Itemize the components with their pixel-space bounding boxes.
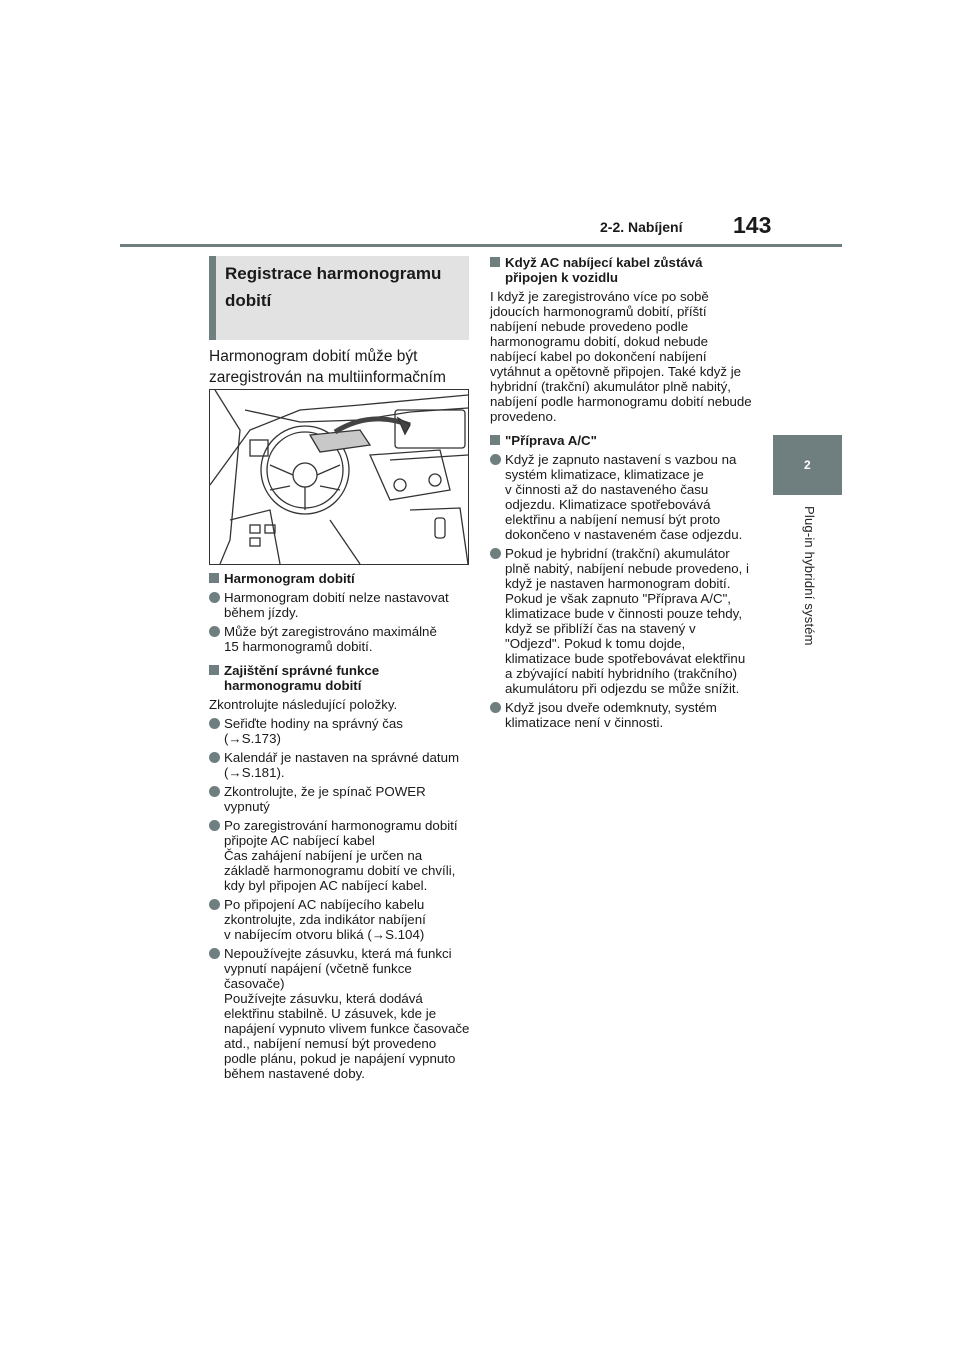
square-bullet-icon bbox=[209, 573, 219, 583]
list-item: Harmonogram dobití nelze nastavovat během jízdy. bbox=[209, 590, 471, 620]
section-heading-bar bbox=[209, 256, 216, 340]
square-bullet-icon bbox=[490, 435, 500, 445]
square-bullet-icon bbox=[490, 257, 500, 267]
circle-bullet-icon bbox=[209, 786, 220, 797]
list-item: Nepoužívejte zásuvku, která má funkci vypnutí napájení (včetně funkce časovače) Používejte zásuvku, která dodává elektřinu stabilně. U zásuvek, kde je napájení vypnuto vlivem funkce časovače atd., nabíjení nemusí být provedeno podle plánu, pokud je napájení vypnuto během nastavené doby. bbox=[209, 946, 471, 1081]
right-column bbox=[490, 255, 752, 734]
section-heading: Registrace harmonogramu dobití bbox=[225, 264, 442, 310]
list-item: Seřiďte hodiny na správný čas (→S.173) bbox=[209, 716, 471, 746]
subheading: "Příprava A/C" bbox=[490, 433, 752, 448]
list-item: Kalendář je nastaven na správné datum (→S.181). bbox=[209, 750, 471, 780]
dashboard-illustration-icon bbox=[210, 390, 468, 564]
circle-bullet-icon bbox=[209, 592, 220, 603]
list-item: Pokud je hybridní (trakční) akumulátor plně nabitý, nabíjení nebude provedeno, i když je nastaven harmonogram dobití. Pokud je však zapnuto "Příprava A/C", klimatizace bude v činnosti pouze tehdy, když se přiblíží čas na stavený v "Odjezd". Pokud k tomu dojde, klimatizace bude spotřebovávat elektřinu a zbývající nabití hybridního (trakčního) akumulátoru při odjezdu se může snížit. bbox=[490, 546, 752, 696]
circle-bullet-icon bbox=[209, 718, 220, 729]
subheading: Harmonogram dobití bbox=[209, 571, 471, 586]
section-heading-box bbox=[209, 256, 469, 340]
square-bullet-icon bbox=[209, 665, 219, 675]
list-item: Může být zaregistrováno maximálně 15 harmonogramů dobití. bbox=[209, 624, 471, 654]
circle-bullet-icon bbox=[209, 752, 220, 763]
list-item: Po připojení AC nabíjecího kabelu zkontrolujte, zda indikátor nabíjení v nabíjecím otvoru bliká (→S.104) bbox=[209, 897, 471, 942]
chapter-tab-number: 2 bbox=[804, 458, 811, 472]
dashboard-figure bbox=[209, 389, 469, 565]
circle-bullet-icon bbox=[209, 948, 220, 959]
chapter-tab bbox=[773, 435, 842, 495]
paragraph: I když je zaregistrováno více po sobě jdoucích harmonogramů dobití, příští nabíjení nebude provedeno podle harmonogramu dobití, dokud nebude nabíjecí kabel po dokončení nabíjení vytáhnut a opětovně připojen. Také když je hybridní (trakční) akumulátor plně nabitý, nabíjení podle harmonogramu dobití nebude provedeno. bbox=[490, 289, 752, 424]
intro-paragraph: Harmonogram dobití může být zaregistrován na multiinformačním bbox=[209, 348, 446, 386]
header-rule bbox=[120, 244, 842, 247]
subheading: Když AC nabíjecí kabel zůstává připojen k vozidlu bbox=[490, 255, 752, 285]
list-item: Po zaregistrování harmonogramu dobití připojte AC nabíjecí kabel Čas zahájení nabíjení je určen na základě harmonogramu dobití ve chvíli, kdy byl připojen AC nabíjecí kabel. bbox=[209, 818, 471, 893]
circle-bullet-icon bbox=[209, 626, 220, 637]
circle-bullet-icon bbox=[490, 454, 501, 465]
list-item: Když je zapnuto nastavení s vazbou na systém klimatizace, klimatizace je v činnosti až do nastaveného času odjezdu. Klimatizace spotřebovává elektřinu a nabíjení nemusí být proto dokončeno v nastaveném čase odjezdu. bbox=[490, 452, 752, 542]
header-section-title: 2-2. Nabíjení bbox=[600, 219, 683, 235]
subheading: Zajištění správné funkce harmonogramu dobití bbox=[209, 663, 471, 693]
circle-bullet-icon bbox=[490, 548, 501, 559]
circle-bullet-icon bbox=[209, 820, 220, 831]
circle-bullet-icon bbox=[209, 899, 220, 910]
circle-bullet-icon bbox=[490, 702, 501, 713]
list-item: Zkontrolujte, že je spínač POWER vypnutý bbox=[209, 784, 471, 814]
paragraph: Zkontrolujte následující položky. bbox=[209, 697, 398, 712]
list-item: Když jsou dveře odemknuty, systém klimatizace není v činnosti. bbox=[490, 700, 752, 730]
left-column bbox=[209, 571, 471, 1085]
chapter-side-label: Plug-in hybridní systém bbox=[802, 506, 817, 646]
page-number: 143 bbox=[733, 212, 772, 238]
